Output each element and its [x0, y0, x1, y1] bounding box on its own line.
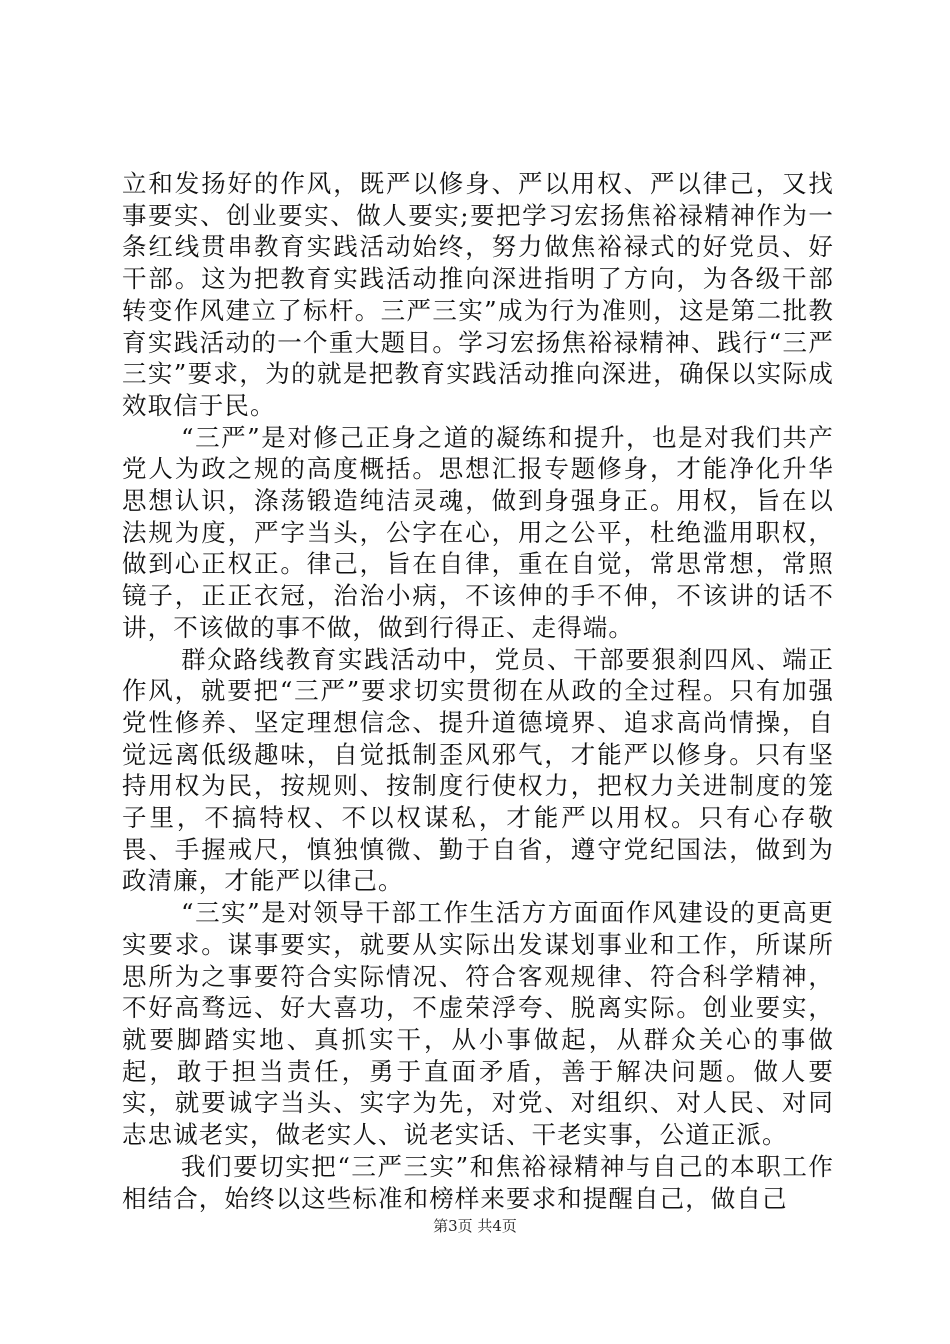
page-number-footer: 第3页 共4页 [433, 1217, 517, 1235]
document-body [122, 168, 834, 1214]
paragraph-3: 群众路线教育实践活动中，党员、干部要狠刹四风、端正作风，就要把“三严”要求切实贯彻在从政的全过程。只有加强党性修养、坚定理想信念、提升道德境界、追求高尚情操，自觉远离低级趣味，自觉抵制歪风邪气，才能严以修身。只有坚持用权为民，按规则、按制度行使权力，把权力关进制度的笼子里，不搞特权、不以权谋私，才能严以用权。只有心存敬畏、手握戒尺，慎独慎微、勤于自省，遵守党纪国法，做到为政清廉，才能严以律己。 [122, 644, 834, 896]
paragraph-4: “三实”是对领导干部工作生活方方面面作风建设的更高更实要求。谋事要实，就要从实际出发谋划事业和工作，所谋所思所为之事要符合实际情况、符合客观规律、符合科学精神，不好高骛远、好大喜功，不虚荣浮夸、脱离实际。创业要实，就要脚踏实地、真抓实干，从小事做起，从群众关心的事做起，敢于担当责任，勇于直面矛盾，善于解决问题。做人要实，就要诚字当头、实字为先，对党、对组织、对人民、对同志忠诚老实，做老实人、说老实话、干老实事，公道正派。 [122, 898, 834, 1150]
paragraph-2: “三严”是对修己正身之道的凝练和提升，也是对我们共产党人为政之规的高度概括。思想汇报专题修身，才能净化升华思想认识，涤荡锻造纯洁灵魂，做到身强身正。用权，旨在以法规为度，严字当头，公字在心，用之公平，杜绝滥用职权，做到心正权正。律己，旨在自律，重在自觉，常思常想，常照镜子，正正衣冠，治治小病，不该伸的手不伸，不该讲的话不讲，不该做的事不做，做到行得正、走得端。 [122, 422, 834, 642]
paragraph-1: 立和发扬好的作风，既严以修身、严以用权、严以律己，又找事要实、创业要实、做人要实;要把学习宏扬焦裕禄精神作为一条红线贯串教育实践活动始终，努力做焦裕禄式的好党员、好干部。这为把教育实践活动推向深进指明了方向，为各级干部转变作风建立了标杆。三严三实”成为行为准则，这是第二批教育实践活动的一个重大题目。学习宏扬焦裕禄精神、践行“三严三实”要求，为的就是把教育实践活动推向深进，确保以实际成效取信于民。 [122, 169, 834, 420]
paragraph-5: 我们要切实把“三严三实”和焦裕禄精神与自己的本职工作相结合，始终以这些标准和榜样来要求和提醒自己，做自己 [122, 1151, 834, 1213]
